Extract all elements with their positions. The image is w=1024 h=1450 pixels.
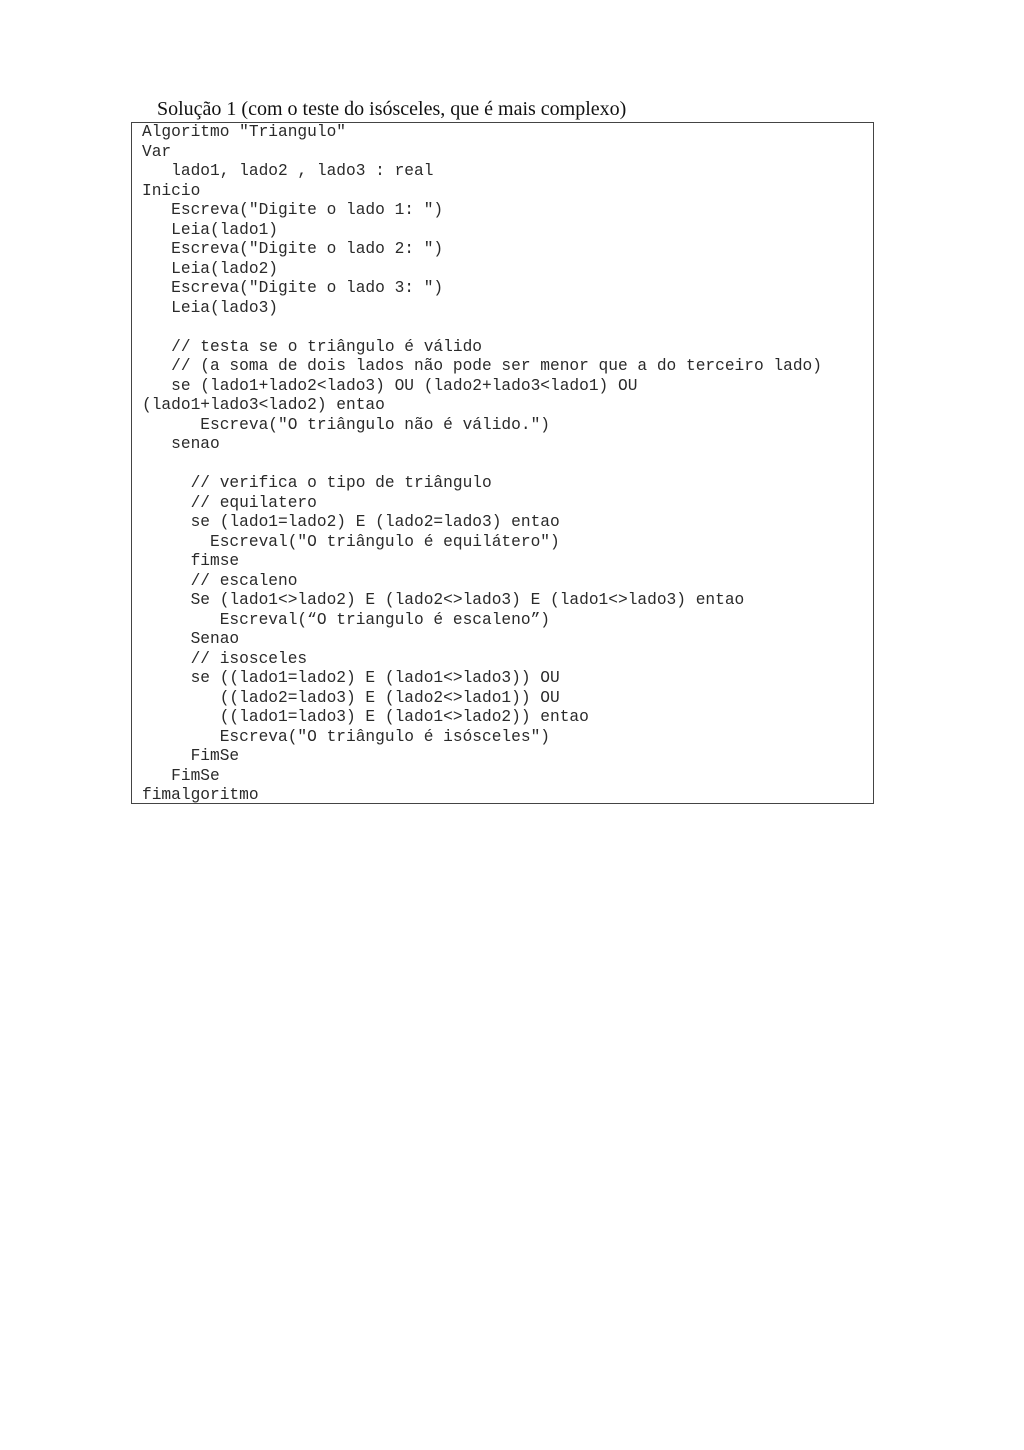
- code-line: // escaleno: [142, 571, 298, 590]
- code-block: [142, 123, 822, 806]
- code-line: FimSe: [142, 766, 220, 785]
- code-line: Escreva("Digite o lado 2: "): [142, 240, 444, 258]
- code-line: [142, 455, 822, 475]
- code-line: Escreval(“O triangulo é escaleno”): [142, 610, 550, 629]
- code-line: Se (lado1<>lado2) E (lado2<>lado3) E (lado1<>lado3) entao: [142, 591, 745, 609]
- code-line: // (a soma de dois lados não pode ser menor que a do terceiro lado): [142, 357, 822, 375]
- code-line: Escreval("O triângulo é equilátero"): [142, 532, 560, 551]
- code-line: fimalgoritmo: [142, 786, 259, 804]
- code-line: Escreva("O triângulo é isósceles"): [142, 727, 550, 746]
- code-line: Leia(lado1): [142, 220, 278, 239]
- code-line: // equilatero: [142, 493, 317, 512]
- code-line: Escreva("Digite o lado 3: "): [142, 279, 444, 297]
- code-line: Escreva("Digite o lado 1: "): [142, 201, 444, 219]
- code-line: lado1, lado2 , lado3 : real: [142, 162, 434, 180]
- code-line: Inicio: [142, 181, 201, 200]
- code-line: // isosceles: [142, 649, 308, 668]
- code-line: senao: [142, 435, 220, 453]
- code-line: Escreva("O triângulo não é válido."): [142, 415, 550, 434]
- code-line: fimse: [142, 552, 240, 570]
- code-line: Algoritmo "Triangulo": [142, 123, 346, 141]
- code-line: ((lado2=lado3) E (lado2<>lado1)) OU: [142, 688, 560, 707]
- code-line: ((lado1=lado3) E (lado1<>lado2)) entao: [142, 708, 589, 726]
- document-heading: Solução 1 (com o teste do isósceles, que é mais complexo): [157, 98, 627, 120]
- code-line: // testa se o triângulo é válido: [142, 337, 482, 356]
- code-line: se (lado1+lado2<lado3) OU (lado2+lado3<lado1) OU: [142, 376, 638, 395]
- code-line: se ((lado1=lado2) E (lado1<>lado3)) OU: [142, 669, 560, 687]
- code-line: Var: [142, 142, 172, 161]
- code-line: se (lado1=lado2) E (lado2=lado3) entao: [142, 513, 560, 531]
- code-line: Senao: [142, 630, 240, 648]
- code-line: (lado1+lado3<lado2) entao: [142, 396, 385, 414]
- code-box: [131, 122, 874, 804]
- code-line: FimSe: [142, 747, 240, 765]
- code-line: [142, 318, 822, 338]
- code-line: Leia(lado2): [142, 259, 278, 278]
- code-line: // verifica o tipo de triângulo: [142, 474, 492, 492]
- code-line: Leia(lado3): [142, 298, 278, 317]
